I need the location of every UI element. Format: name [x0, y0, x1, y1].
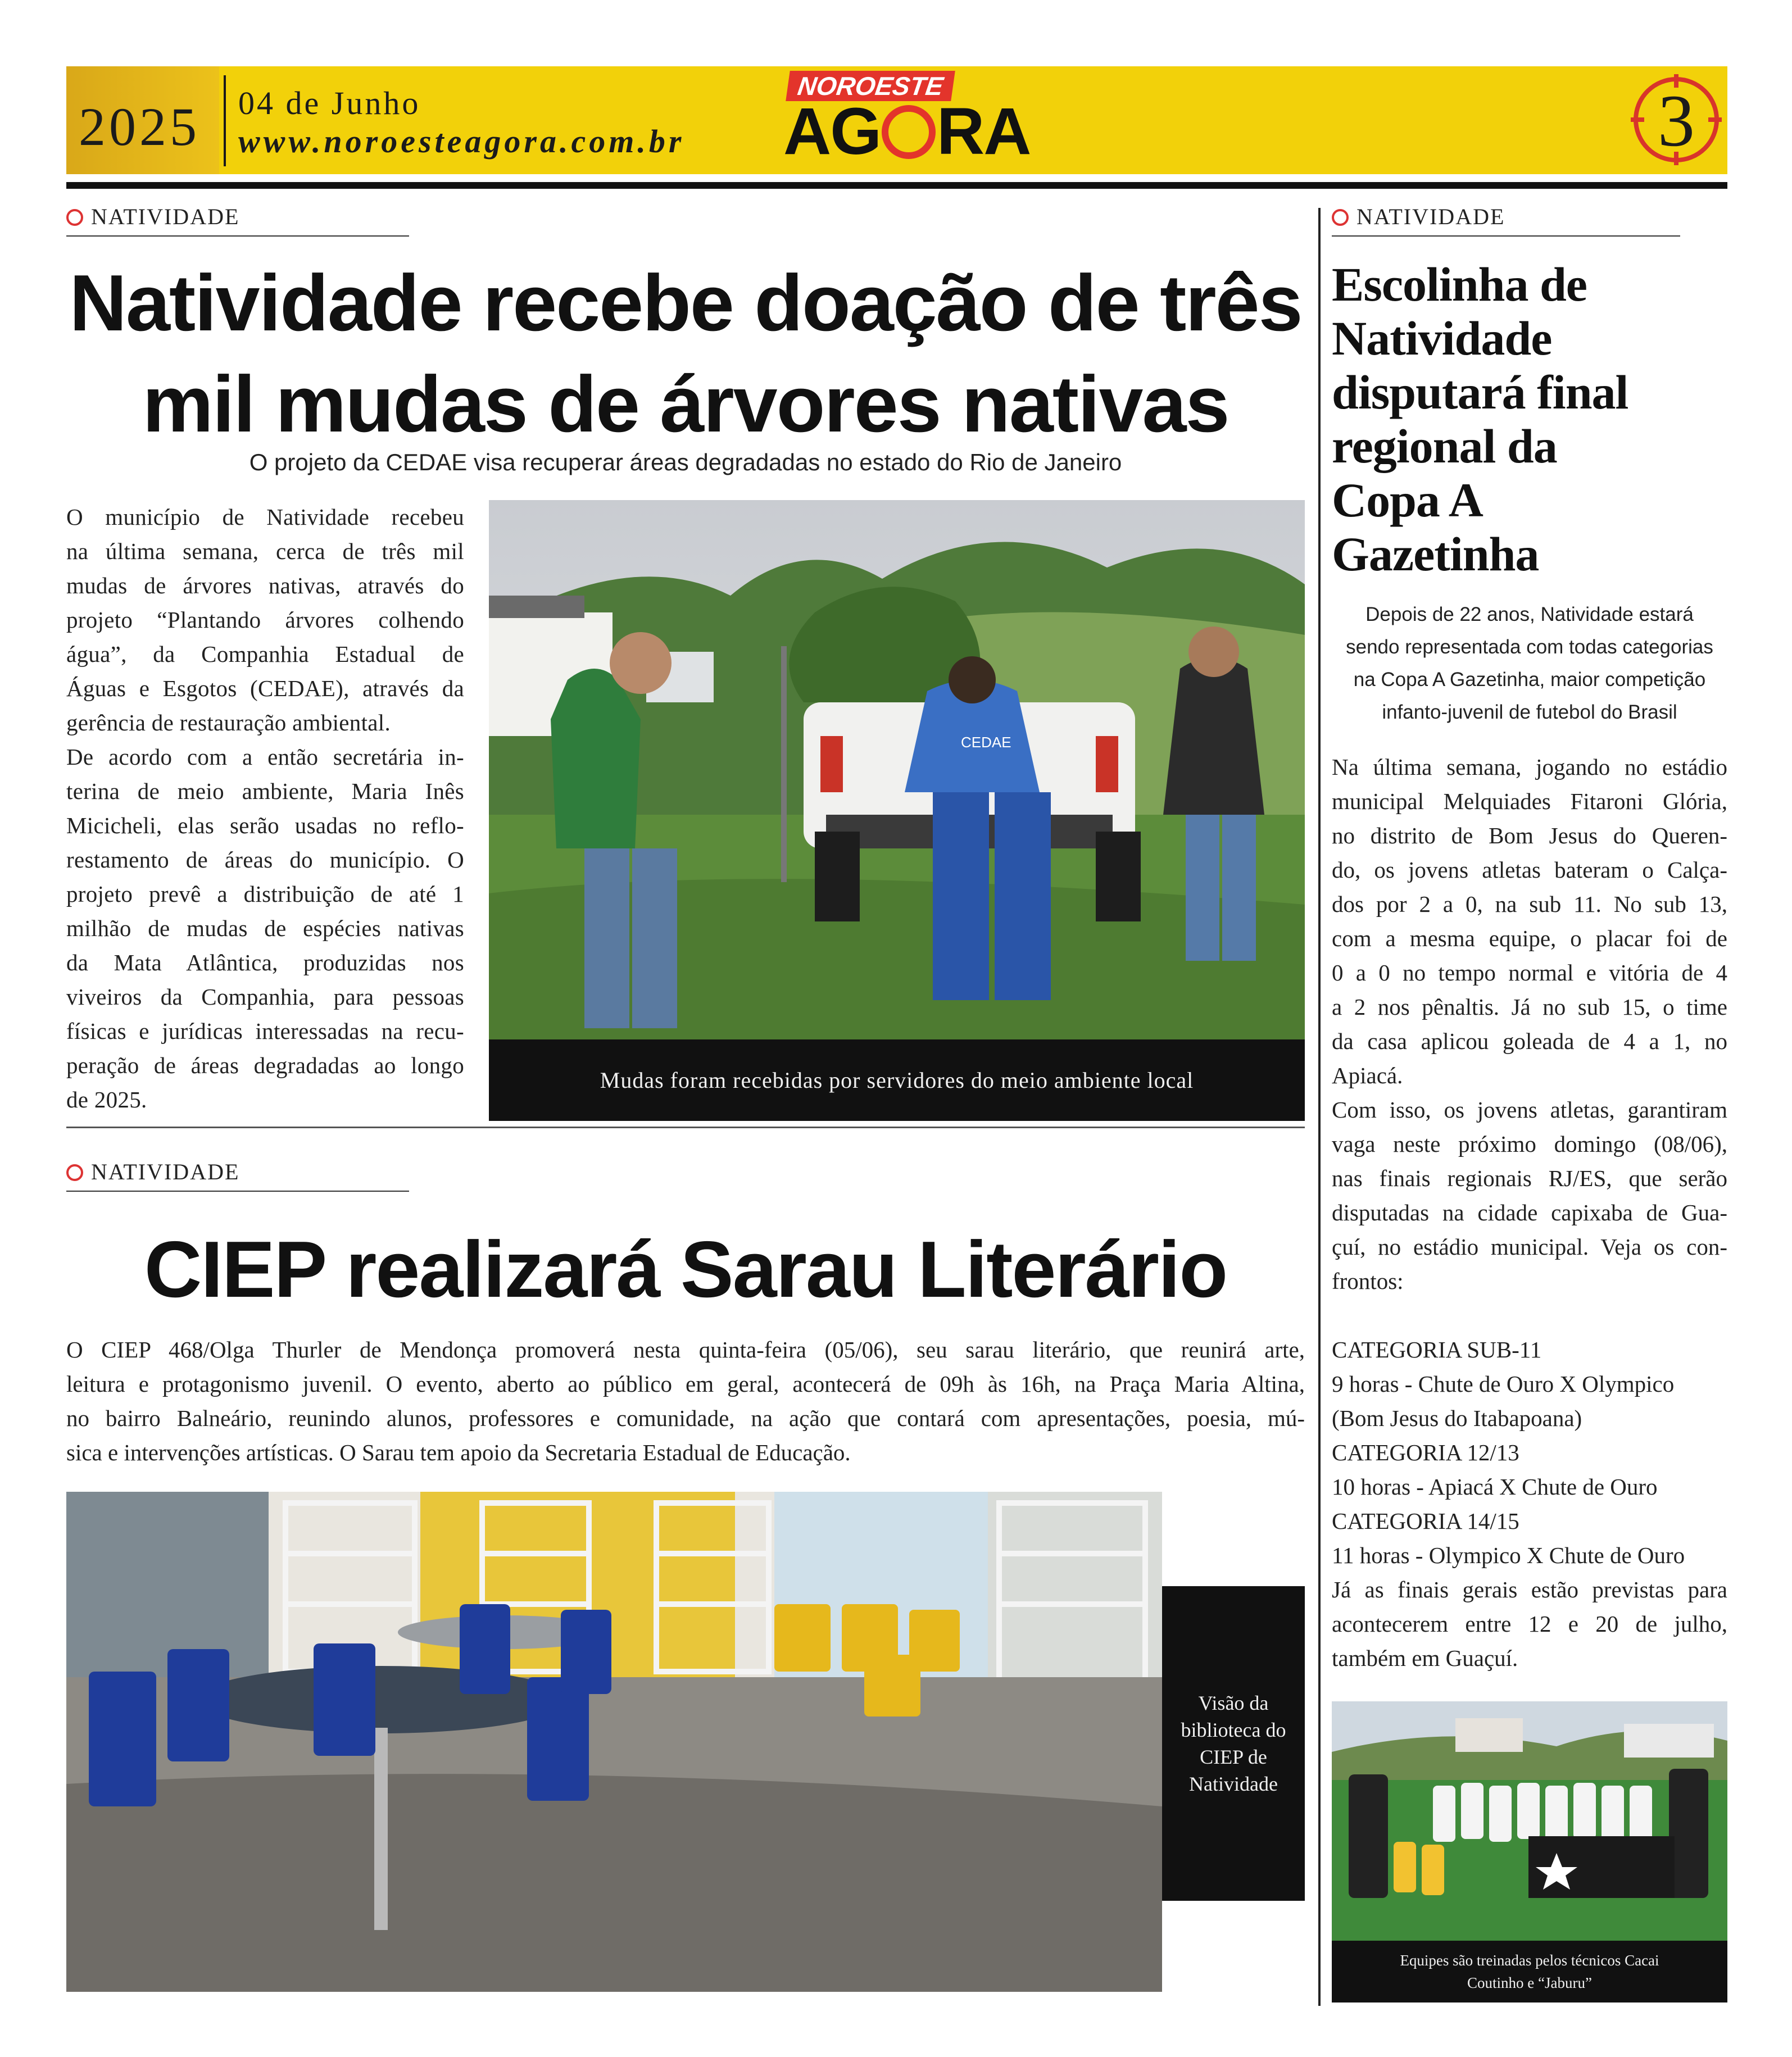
body-line: Águas e Esgotos (CEDAE), através da	[66, 675, 464, 701]
body-line: mudas de árvores nativas, através do	[66, 573, 464, 598]
shirt-text: CEDAE	[961, 734, 1011, 751]
body-line: Já as finais gerais estão previstas para	[1332, 1577, 1727, 1602]
subhead-line: Depois de 22 anos, Natividade estará	[1365, 603, 1694, 625]
article-body-trees	[66, 500, 464, 1117]
team-image	[1332, 1701, 1727, 1941]
body-line: çuí, no estádio municipal. Veja os con-	[1332, 1234, 1727, 1260]
section-label-text: NATIVIDADE	[91, 204, 240, 229]
body-line: projeto prevê a distribuição de até 1	[66, 881, 464, 907]
body-line: dos por 2 a 0, na sub 11. No sub 13,	[1332, 891, 1727, 917]
headline-line: Gazetinha	[1332, 527, 1539, 581]
headline-line: disputará final	[1332, 365, 1628, 419]
logo-main-right: RA	[937, 94, 1031, 169]
body-line: O CIEP 468/Olga Thurler de Mendonça promoverá nesta quinta-feira (05/06), seu sarau literário, que reunirá arte,	[66, 1337, 1305, 1363]
page-number-badge	[1628, 72, 1724, 167]
header-divider	[224, 75, 226, 166]
clock-icon	[66, 209, 83, 226]
headline-line: Natividade recebe doação de três	[69, 258, 1302, 348]
photo-team	[1332, 1701, 1727, 1941]
header-rule	[66, 182, 1727, 189]
article-body-escolinha	[1332, 750, 1727, 1675]
subhead-line: sendo representada com todas categorias	[1346, 636, 1713, 658]
clock-icon	[66, 1164, 83, 1181]
body-line: na última semana, cerca de três mil	[66, 538, 464, 564]
caption-line: biblioteca do	[1181, 1719, 1286, 1741]
logo-top-text: NOROESTE	[786, 71, 955, 101]
body-line: CATEGORIA 14/15	[1332, 1508, 1519, 1534]
body-line: 11 horas - Olympico X Chute de Ouro	[1332, 1542, 1685, 1568]
photo-caption-trees: Mudas foram recebidas por servidores do meio ambiente local	[489, 1039, 1305, 1121]
body-line: leitura e protagonismo juvenil. O evento, aberto ao público em geral, acontecerá de 09h às 16h, na Praça Maria Altina,	[66, 1371, 1305, 1397]
body-line: 0 a 0 no tempo normal e vitória de 4	[1332, 960, 1727, 986]
body-line: de 2025.	[66, 1087, 147, 1112]
subhead-line: na Copa A Gazetinha, maior competição	[1353, 669, 1706, 691]
site-url[interactable]: www.noroesteagora.com.br	[238, 123, 685, 160]
logo-main-left: AG	[783, 94, 881, 169]
body-line: terina de meio ambiente, Maria Inês	[66, 778, 464, 804]
body-line: projeto “Plantando árvores colhendo	[66, 607, 464, 633]
subhead-escolinha	[1332, 598, 1727, 729]
body-line: nas finais regionais RJ/ES, que serão	[1332, 1165, 1727, 1191]
body-line: Na última semana, jogando no estádio	[1332, 754, 1727, 780]
body-line: peração de áreas degradadas ao longo	[66, 1052, 464, 1078]
article-body-ciep	[66, 1333, 1305, 1470]
body-line: água”, da Companhia Estadual de	[66, 641, 464, 667]
body-line: 9 horas - Chute de Ouro X Olympico	[1332, 1371, 1675, 1397]
article-separator	[66, 1127, 1305, 1128]
subhead-trees: O projeto da CEDAE visa recuperar áreas degradadas no estado do Rio de Janeiro	[249, 449, 1122, 475]
page-number: 3	[1658, 79, 1695, 162]
body-line: milhão de mudas de espécies nativas	[66, 915, 464, 941]
masthead-bar	[66, 66, 1727, 174]
body-line: gerência de restauração ambiental.	[66, 710, 391, 735]
section-label-text: NATIVIDADE	[1357, 204, 1505, 229]
section-label-natividade	[1332, 203, 1680, 237]
photo-caption-library	[1162, 1586, 1305, 1901]
clock-icon	[1332, 209, 1349, 226]
body-line: De acordo com a então secretária in-	[66, 744, 464, 770]
section-label-natividade	[66, 203, 409, 237]
body-line: da casa aplicou goleada de 4 a 1, no	[1332, 1028, 1727, 1054]
headline-line: regional da	[1332, 419, 1557, 473]
body-line: municipal Melquiades Fitaroni Glória,	[1332, 788, 1727, 814]
body-line: CATEGORIA SUB-11	[1332, 1337, 1542, 1363]
photo-caption-team	[1332, 1941, 1727, 2002]
subhead-line: infanto-juvenil de futebol do Brasil	[1382, 701, 1677, 723]
caption-line: CIEP de	[1200, 1746, 1267, 1768]
body-line: viveiros da Companhia, para pessoas	[66, 984, 464, 1010]
year-block	[66, 66, 219, 174]
body-line: CATEGORIA 12/13	[1332, 1440, 1519, 1465]
section-label-natividade	[66, 1159, 409, 1192]
tree-delivery-image	[489, 500, 1305, 1039]
body-line: acontecerem entre 12 e 20 de julho,	[1332, 1611, 1727, 1637]
body-line: com a mesma equipe, o placar foi de	[1332, 925, 1727, 951]
headline-escolinha	[1332, 257, 1727, 581]
body-line: do, os jovens atletas bateram o Calça-	[1332, 857, 1727, 883]
headline-line: Escolinha de	[1332, 257, 1587, 311]
logo-main-text	[783, 94, 1031, 169]
photo-tree-delivery	[489, 500, 1305, 1039]
body-line: vaga neste próximo domingo (08/06),	[1332, 1131, 1727, 1157]
caption-line: Coutinho e “Jaburu”	[1467, 1974, 1592, 1991]
edition-year: 2025	[79, 97, 200, 157]
headline-ciep: CIEP realizará Sarau Literário	[144, 1225, 1227, 1314]
column-divider	[1318, 208, 1321, 2006]
headline-line: Natividade	[1332, 311, 1552, 365]
library-image	[66, 1492, 1162, 1992]
body-line: também em Guaçuí.	[1332, 1645, 1518, 1671]
body-line	[1332, 1298, 1727, 1333]
body-line: sica e intervenções artísticas. O Sarau tem apoio da Secretaria Estadual de Educação.	[66, 1440, 851, 1465]
clock-icon	[882, 105, 936, 159]
caption-line: Natividade	[1189, 1773, 1278, 1795]
body-line: Apiacá.	[1332, 1062, 1403, 1088]
body-line: físicas e jurídicas interessadas na recu-	[66, 1018, 464, 1044]
edition-date: 04 de Junho	[238, 85, 421, 121]
body-line: frontos:	[1332, 1268, 1404, 1294]
photo-library	[66, 1492, 1162, 1992]
body-line: no bairro Balneário, reunindo alunos, professores e comunidade, na ação que contará com apresentações, poesia, mú-	[66, 1405, 1305, 1431]
body-line: 10 horas - Apiacá X Chute de Ouro	[1332, 1474, 1658, 1500]
caption-line: Visão da	[1198, 1692, 1269, 1714]
body-line: O município de Natividade recebeu	[66, 504, 464, 530]
body-line: a 2 nos pênaltis. Já no sub 15, o time	[1332, 994, 1727, 1020]
body-line: Com isso, os jovens atletas, garantiram	[1332, 1097, 1727, 1123]
newspaper-logo	[768, 71, 1094, 172]
caption-line: Equipes são treinadas pelos técnicos Cacai	[1400, 1952, 1659, 1969]
headline-trees	[66, 253, 1305, 455]
body-line: restamento de áreas do município. O	[66, 847, 464, 873]
body-line: no distrito de Bom Jesus do Queren-	[1332, 823, 1727, 848]
body-line: disputadas na cidade capixaba de Gua-	[1332, 1200, 1727, 1225]
body-line: (Bom Jesus do Itabapoana)	[1332, 1405, 1582, 1431]
headline-line: mil mudas de árvores nativas	[142, 360, 1229, 449]
body-line: Micicheli, elas serão usadas no reflo-	[66, 812, 464, 838]
section-label-text: NATIVIDADE	[91, 1159, 240, 1184]
headline-line: Copa A	[1332, 473, 1483, 527]
body-line: da Mata Atlântica, produzidas nos	[66, 950, 464, 975]
